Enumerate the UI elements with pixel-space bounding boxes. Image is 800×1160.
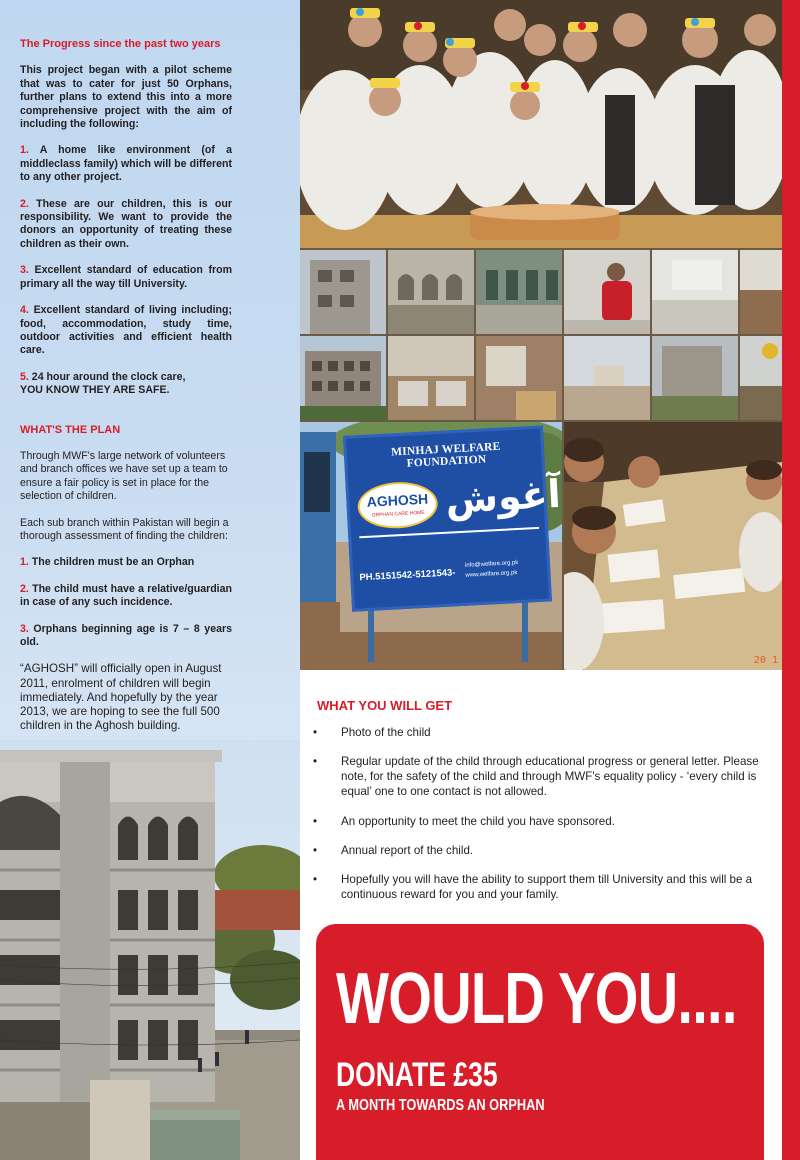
intro-paragraph: This project began with a pilot scheme that was to cater for just 50 Orphans, further plans to extend this into a more comprehensive project with the aim of including the following: [20, 64, 232, 131]
aim-number: 2. [20, 197, 29, 210]
criteria-item [20, 556, 232, 569]
sign-phone: PH.5151542-5121543- [359, 567, 456, 584]
donate-box [316, 924, 764, 1160]
sign-divider [359, 527, 539, 538]
criteria-number: 2. [20, 582, 29, 595]
left-column [0, 0, 300, 1160]
criteria-item [20, 583, 232, 610]
construction-photo [476, 336, 562, 420]
aghosh-logo-text: AGHOSH [366, 490, 429, 510]
aim-text: Excellent standard of living including; food, accommodation, study time, outdoor activities and efficient health care. [20, 304, 232, 357]
aim-number: 1. [20, 144, 29, 157]
photo-collage [300, 0, 782, 670]
plan-heading: WHAT'S THE PLAN [20, 423, 121, 436]
construction-photo [388, 336, 474, 420]
donate-amount: DONATE £35 [336, 1056, 498, 1094]
plan-paragraph: Through MWF's large network of volunteers and branch offices we have set up a team to ensure a fair policy is set in place for the selection of children. [20, 449, 228, 503]
sign-foundation-name: MINHAJ WELFARE FOUNDATION [390, 440, 501, 470]
aim-number: 5. [20, 370, 29, 383]
construction-photo [476, 250, 562, 334]
benefit-item: • An opportunity to meet the child you have sponsored. [313, 815, 765, 830]
criteria-text: Orphans beginning age is 7 – 8 years old. [20, 622, 232, 648]
aim-item [20, 264, 232, 291]
construction-photo [388, 250, 474, 334]
aim-item [20, 198, 232, 252]
aim-item [20, 144, 232, 184]
benefits-title: WHAT YOU WILL GET [317, 698, 453, 713]
red-side-strip [782, 0, 800, 1160]
photo-date-stamp: 20 1 [753, 655, 778, 666]
aim-text-emphasis: YOU KNOW THEY ARE SAFE. [20, 384, 170, 397]
sign-email: info@welfare.org.pk [464, 560, 519, 569]
sign-board [343, 426, 562, 612]
construction-photo [300, 250, 386, 334]
worker-photo [564, 250, 650, 334]
construction-photo [652, 250, 738, 334]
aim-text: 24 hour around the clock care, [31, 370, 186, 383]
benefit-item: • Hopefully you will have the ability to support them till University and this will be a continuous reward for you and your family. [313, 873, 765, 903]
studying-scene [564, 422, 782, 670]
aghosh-logo [357, 480, 439, 530]
aim-number: 3. [20, 264, 29, 277]
construction-photo [652, 336, 738, 420]
aim-text: A home like environment (of a middleclass family) which will be different to any other project. [20, 144, 232, 184]
aim-text: These are our children, this is our responsibility. We want to provide the donors an opportunity of treating these children as their own. [20, 197, 232, 250]
aim-item [20, 304, 232, 358]
benefit-item: • Annual report of the child. [313, 844, 765, 859]
sign-website: www.welfare.org.pk [465, 570, 518, 579]
donate-tagline: A MONTH TOWARDS AN ORPHAN [336, 1097, 545, 1114]
donate-headline: WOULD YOU.... [336, 959, 737, 1039]
criteria-item [20, 623, 232, 650]
plan-paragraph: Each sub branch within Pakistan will begin a thorough assessment of finding the children: [20, 516, 229, 542]
construction-photo [300, 336, 386, 420]
left-text [20, 38, 232, 746]
aim-number: 4. [20, 304, 29, 317]
children-studying-photo [564, 422, 782, 670]
aim-item [20, 371, 232, 398]
construction-photo [564, 336, 650, 420]
criteria-number: 1. [20, 556, 29, 569]
closing-paragraph: “AGHOSH” will officially open in August 2011, enrolment of children will begin immediately. And hopefully by the year 2013, we are hoping to see the full 500 children in the Aghosh building. [20, 662, 222, 733]
aim-text: Excellent standard of education from primary all the way till University. [20, 264, 232, 290]
benefit-item: • Regular update of the child through educational progress or general letter. Please note, for the safety of the child and through MWF's equality policy - ‘every child is equal’ one to one contact is not allowed. [313, 755, 765, 799]
sign-urdu-title: آغوش [444, 471, 562, 522]
construction-photo [740, 250, 782, 334]
criteria-text: The children must be an Orphan [31, 556, 195, 569]
benefits-list [313, 726, 765, 917]
criteria-text: The child must have a relative/guardian in case of any such incidence. [20, 582, 232, 609]
benefit-item: • Photo of the child [313, 726, 765, 741]
construction-photo [740, 336, 782, 420]
children-cake-photo [300, 0, 782, 248]
aghosh-sign-photo [300, 422, 562, 670]
criteria-number: 3. [20, 622, 29, 635]
progress-heading: The Progress since the past two years [20, 38, 221, 50]
building-photo [0, 740, 300, 1160]
aghosh-logo-subtext: ORPHAN CARE HOME [371, 509, 425, 519]
